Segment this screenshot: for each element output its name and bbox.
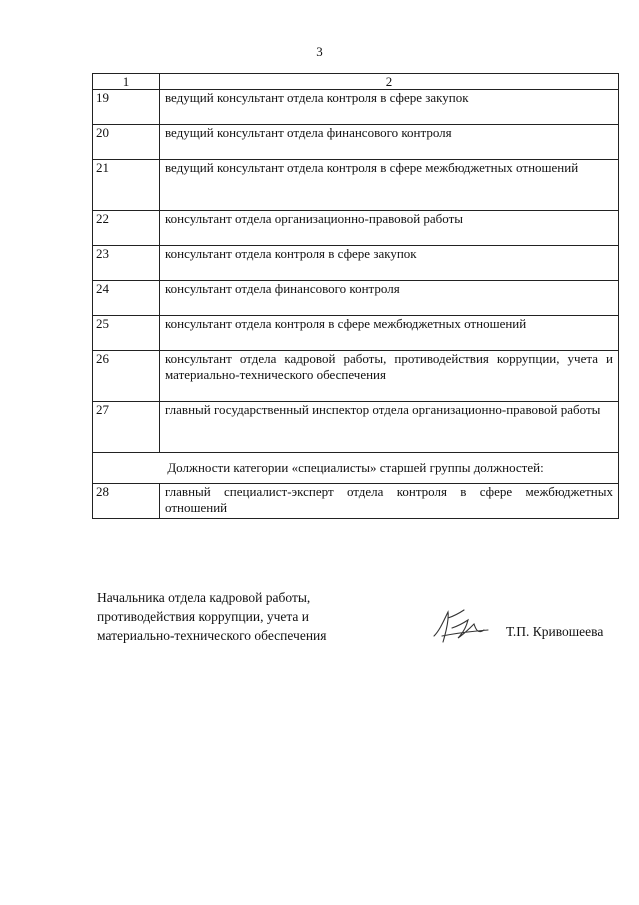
row-number: 22 bbox=[93, 211, 160, 246]
table-row bbox=[93, 160, 619, 211]
row-position: консультант отдела финансового контроля bbox=[160, 281, 619, 316]
row-position: главный специалист-эксперт отдела контроля в сфере межбюджетных отношений bbox=[160, 484, 619, 519]
column-header-number: 1 bbox=[93, 74, 160, 90]
row-number: 25 bbox=[93, 316, 160, 351]
signer-name: Т.П. Кривошеева bbox=[506, 624, 604, 639]
section-row bbox=[93, 453, 619, 484]
row-number: 23 bbox=[93, 246, 160, 281]
table-row bbox=[93, 90, 619, 125]
row-position: консультант отдела кадровой работы, противодействия коррупции, учета и материально-технического обеспечения bbox=[160, 351, 619, 402]
row-position: ведущий консультант отдела контроля в сфере межбюджетных отношений bbox=[160, 160, 619, 211]
table-row bbox=[93, 281, 619, 316]
table-row bbox=[93, 316, 619, 351]
table-row bbox=[93, 211, 619, 246]
row-position: консультант отдела организационно-правовой работы bbox=[160, 211, 619, 246]
signer-title-line: материально-технического обеспечения bbox=[97, 628, 327, 643]
signer-title-line: противодействия коррупции, учета и bbox=[97, 609, 310, 624]
handwritten-signature bbox=[428, 606, 494, 646]
row-position: консультант отдела контроля в сфере закупок bbox=[160, 246, 619, 281]
row-number: 28 bbox=[93, 484, 160, 519]
table-row bbox=[93, 402, 619, 453]
row-position: главный государственный инспектор отдела организационно-правовой работы bbox=[160, 402, 619, 453]
page-number: 3 bbox=[316, 44, 323, 59]
table-row bbox=[93, 246, 619, 281]
table-row bbox=[93, 125, 619, 160]
row-position: консультант отдела контроля в сфере межбюджетных отношений bbox=[160, 316, 619, 351]
row-number: 21 bbox=[93, 160, 160, 211]
table-row bbox=[93, 484, 619, 519]
table-row bbox=[93, 351, 619, 402]
section-heading: Должности категории «специалисты» старшей группы должностей: bbox=[93, 453, 619, 484]
row-number: 19 bbox=[93, 90, 160, 125]
row-number: 26 bbox=[93, 351, 160, 402]
row-number: 27 bbox=[93, 402, 160, 453]
table-header-row bbox=[93, 74, 619, 90]
signer-title-line: Начальника отдела кадровой работы, bbox=[97, 590, 311, 605]
row-position: ведущий консультант отдела контроля в сфере закупок bbox=[160, 90, 619, 125]
positions-table bbox=[92, 73, 619, 519]
row-position: ведущий консультант отдела финансового контроля bbox=[160, 125, 619, 160]
row-number: 24 bbox=[93, 281, 160, 316]
signer-title bbox=[97, 588, 327, 645]
row-number: 20 bbox=[93, 125, 160, 160]
column-header-position: 2 bbox=[160, 74, 619, 90]
